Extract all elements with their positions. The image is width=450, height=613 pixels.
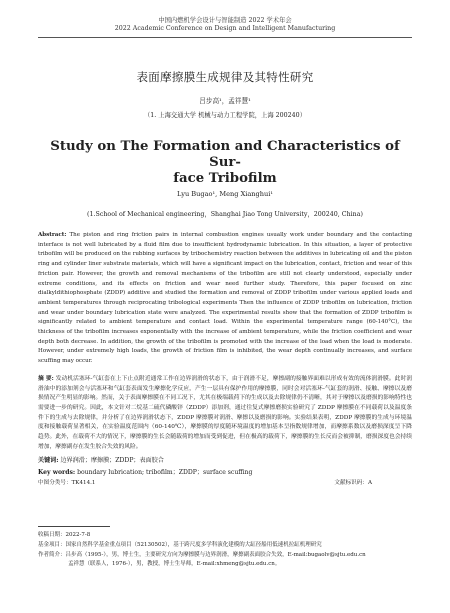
- english-affiliation: (1.School of Mechanical engineering，Shanghai Jiao Tong University，200240, China): [87, 211, 363, 218]
- chinese-affiliation: （1. 上海交通大学 机械与动力工程学院，上海 200240）: [144, 112, 306, 119]
- footnote-divider: [38, 526, 110, 527]
- chinese-abstract-label: 摘 要:: [38, 375, 54, 382]
- footnote-received: 收稿日期：2022-7-8: [38, 532, 91, 538]
- chinese-title: 表面摩擦膜生成规律及其特性研究: [136, 70, 314, 84]
- document-code: 文献标识码：A: [334, 480, 372, 487]
- english-abstract-text: The piston and ring friction pairs in internal combustion engines usually work under boundary and the contacting interface is not well lubricated by a fluid film due to insufficient hydrodynamic lubrication. In this situation, a layer of protective tribofilm will be produced on the rubbing surfaces by tribochemistry reaction between the additives in lubricating oil and the piston ring and cylinder liner substrate materials, which will have a significant impact on the lubrication, contact, friction and wear of this friction pair. However, the growth and removal mechanisms of the tribofilm are still not clearly understood, especially under extreme conditions, and its effects on friction and wear need further study. Therefore, this paper focused on zinc dialkyldithiophosphate (ZDDP) additive and studied the formation and removal of ZDDP tribofilm under various applied loads and ambient temperatures through reciprocating tribological experiments Then the influence of ZDDP tribofilm on lubrication, friction and wear under boundary lubrication state were analyzed. The experimental results show that the formation of ZDDP tribofilm is significantly related to ambient temperature and contact load. Within the experimental temperature range (60-140°C), the thickness of the tribofilm increases exponentially with the increase of ambient temperature, while the friction coefficient and wear depth both decrease. In addition, the growth of the tribofilm is promoted with the increase of the load when the load is moderate. However, under extremely high loads, the growth of friction film is inhibited, the wear depth continually increases, and surface scuffing may occur.: [38, 232, 413, 365]
- running-header: [38, 0, 412, 38]
- header-divider: [38, 37, 412, 38]
- chinese-abstract-text: 发动机活塞环-气缸套在上下止点附近通常工作在边界润滑的状态下，由于润滑不足，摩擦副的接触界面难以形成有效的流体润滑膜。此时润滑油中的添加剂会与活塞环和气缸套表面发生摩擦化学反应，产生一层具有保护作用的摩擦膜，同时会对活塞环-气缸套的润滑、接触、摩擦以及磨损情况产生明显的影响。然而，关于表面摩擦膜在不同工况下，尤其在极端载荷下的生成以及去除规律仍不清晰，其对于摩擦以及磨损的影响特性也需要进一步的研究。因此，本文针对二烷基二硫代磷酸锌（ZDDP）添加剂，通过往复式摩擦磨损实验研究了 ZDDP 摩擦膜在不同载荷以及温度条件下的生成与去除规律，并分析了在边界润滑状态下，ZDDP 摩擦膜对润滑、摩擦以及磨损的影响。实验结果表明，ZDDP 摩擦膜的生成与环境温度和接触载荷显著相关，在实验温度范围内（60-140℃），摩擦膜的厚度随环境温度的增加基本呈指数规律增加，而摩擦系数以及磨损深度呈下降趋势。此外，在载荷不大的情况下，摩擦膜的生长会随载荷的增加而受到促进，但在极高的载荷下，摩擦膜的生长反而会被抑制，磨损深度也会持续增加，摩擦副存在发生胶合失效的风险。: [38, 375, 412, 450]
- english-title: [38, 139, 412, 187]
- clc-number: 中图分类号：TK414.1: [38, 480, 96, 487]
- footnote-author-1: 作者简介：吕步高（1995-），男，博士生，主要研究方向为摩擦膜与边界润滑，摩擦副表面胶合失效，E-mail:bugaolv@sjtu.edu.cn: [38, 551, 366, 558]
- footnote-author-2: 孟祥慧（联系人，1976-），男，教授，博士生导师，E-mail:xhmeng@sjtu.edu.cn。: [68, 561, 281, 568]
- english-title-line-1: Study on The Formation and Characteristics of Sur-: [50, 139, 400, 170]
- english-title-line-2: face Tribofilm: [173, 171, 277, 186]
- chinese-keywords-text: 边界润滑；摩擦膜；ZDDP；表面胶合: [60, 457, 164, 465]
- chinese-keywords: [38, 455, 412, 464]
- header-conference-en: 2022 Academic Conference on Design and Intelligent Manufacturing: [114, 25, 336, 32]
- english-abstract: [38, 231, 412, 367]
- english-keywords-text: boundary lubrication; tribofilm；ZDDP；surface scuffing: [77, 469, 253, 477]
- chinese-keywords-label: 关键词:: [38, 457, 59, 465]
- footnotes: [38, 531, 420, 570]
- chinese-authors: 吕步高¹，孟祥慧¹: [199, 97, 251, 105]
- header-conference-cn: 中国内燃机学会设计与智能制造 2022 学术年会: [158, 17, 292, 24]
- english-abstract-label: Abstract:: [38, 232, 67, 238]
- english-keywords: [38, 467, 412, 476]
- classification-row: [38, 478, 412, 486]
- footnote-fund: 基金项目：国家自然科学基金重点项目（52130502），基于跨尺度多学科演化建模的大缸径船用低速机拉缸机理研究: [38, 541, 322, 548]
- chinese-abstract: [38, 375, 412, 453]
- english-authors: Lyu Bugao¹, Meng Xianghui¹: [176, 190, 274, 198]
- english-keywords-label: Key words:: [38, 469, 76, 477]
